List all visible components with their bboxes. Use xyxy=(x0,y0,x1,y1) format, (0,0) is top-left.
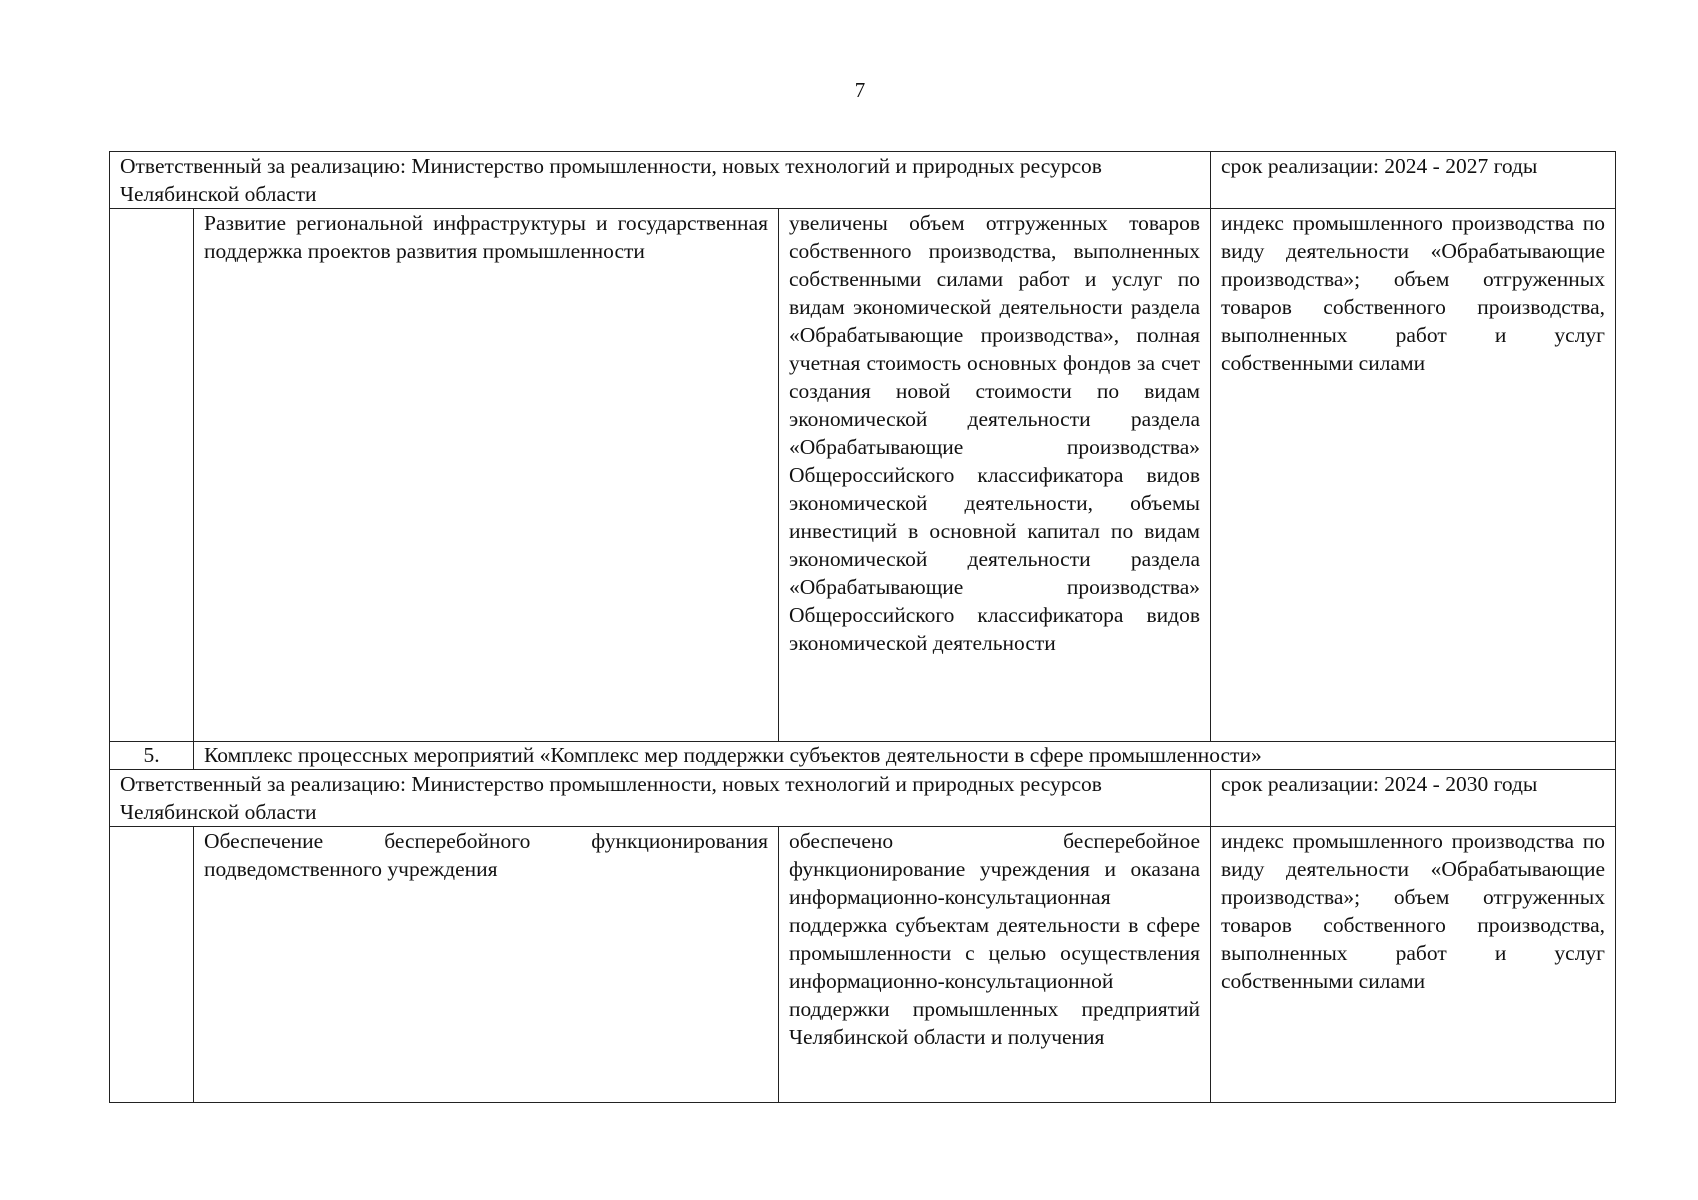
complex-row xyxy=(110,742,1616,770)
row-number-cell xyxy=(110,209,194,742)
result-cell: обеспечено бесперебойное функционирование учреждения и оказана информационно-консультационная поддержка субъектам деятельности в сфере промышленности с целью осуществления информационно-консультационной поддержки промышленных предприятий Челябинской области и получения xyxy=(779,827,1211,1103)
task-cell: Обеспечение бесперебойного функционирования подведомственного учреждения xyxy=(194,827,779,1103)
row-number-cell xyxy=(110,827,194,1103)
complex-title-cell: Комплекс процессных мероприятий «Комплекс мер поддержки субъектов деятельности в сфере промышленности» xyxy=(194,742,1616,770)
measures-table xyxy=(109,151,1616,1103)
table-row xyxy=(110,827,1616,1103)
term-cell: срок реализации: 2024 - 2030 годы xyxy=(1211,770,1616,827)
table-row xyxy=(110,209,1616,742)
responsible-cell: Ответственный за реализацию: Министерство промышленности, новых технологий и природных ресурсов Челябинской области xyxy=(110,770,1211,827)
indicator-cell: индекс промышленного производства по виду деятельности «Обрабатывающие производства»; объем отгруженных товаров собственного производства, выполненных работ и услуг собственными силами xyxy=(1211,827,1616,1103)
section-2-responsible-row xyxy=(110,770,1616,827)
result-cell: увеличены объем отгруженных товаров собственного производства, выполненных собственными силами работ и услуг по видам экономической деятельности раздела «Обрабатывающие производства», полная учетная стоимость основных фондов за счет создания новой стоимости по видам экономической деятельности раздела «Обрабатывающие производства» Общероссийского классификатора видов экономической деятельности, объемы инвестиций в основной капитал по видам экономической деятельности раздела «Обрабатывающие производства» Общероссийского классификатора видов экономической деятельности xyxy=(779,209,1211,742)
section-1-responsible-row xyxy=(110,152,1616,209)
task-cell: Развитие региональной инфраструктуры и государственная поддержка проектов развития промышленности xyxy=(194,209,779,742)
indicator-cell: индекс промышленного производства по виду деятельности «Обрабатывающие производства»; объем отгруженных товаров собственного производства, выполненных работ и услуг собственными силами xyxy=(1211,209,1616,742)
page-number: 7 xyxy=(854,78,866,102)
term-cell: срок реализации: 2024 - 2027 годы xyxy=(1211,152,1616,209)
responsible-cell: Ответственный за реализацию: Министерство промышленности, новых технологий и природных ресурсов Челябинской области xyxy=(110,152,1211,209)
complex-number-cell: 5. xyxy=(110,742,194,770)
